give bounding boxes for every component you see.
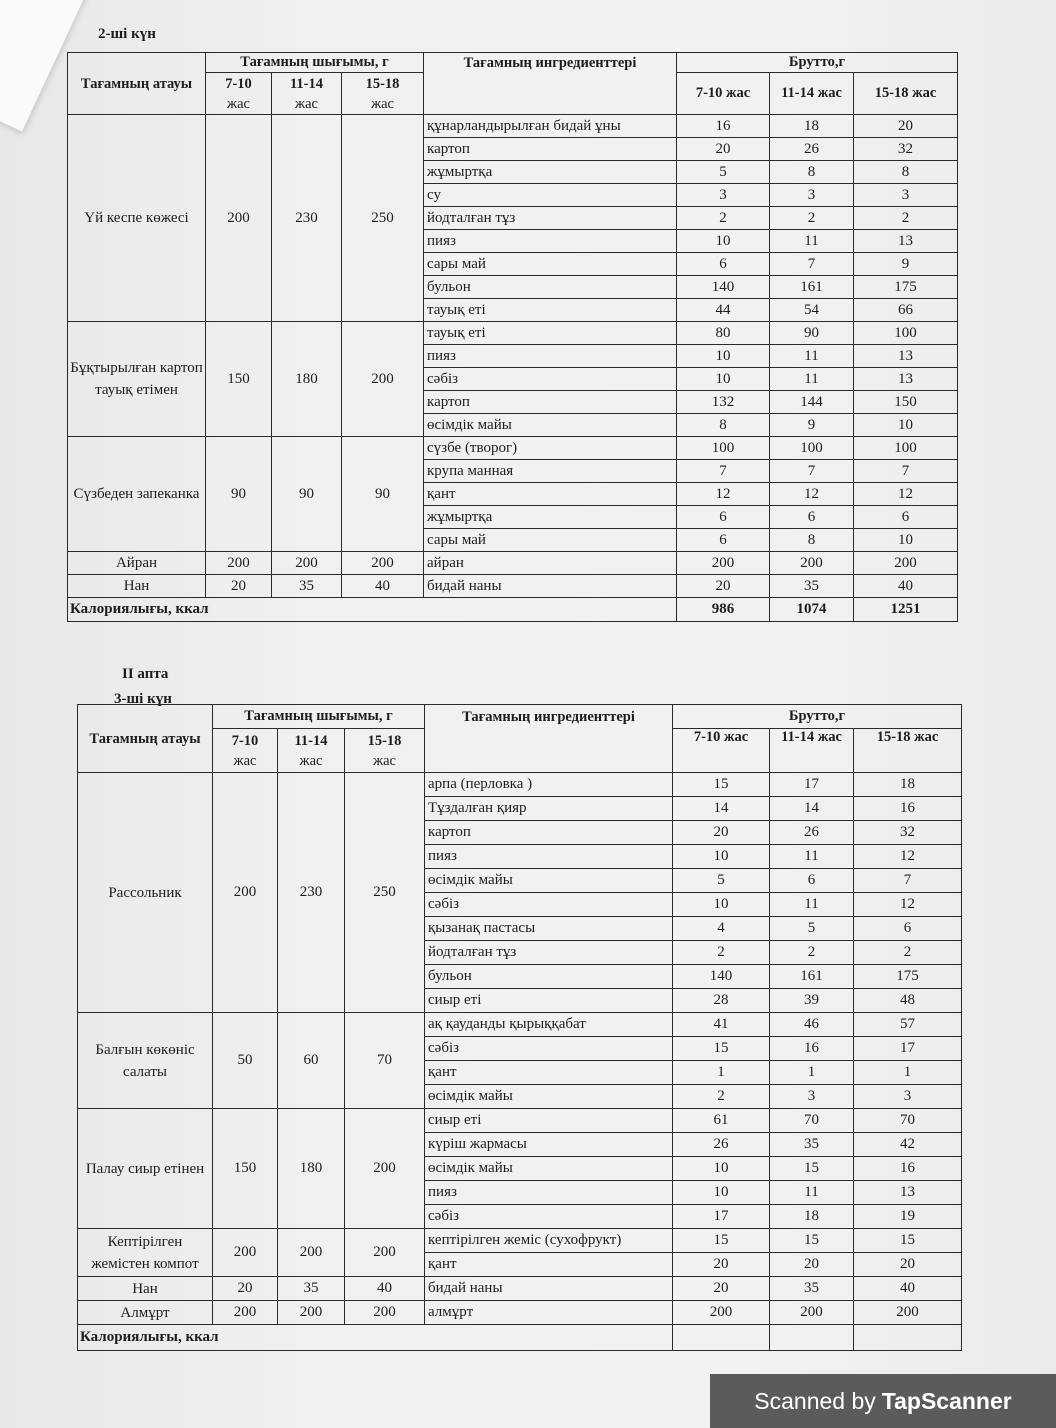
ingredient-name: сәбіз xyxy=(425,1037,673,1061)
ingredient-row xyxy=(78,1013,962,1037)
gross-weight: 100 xyxy=(677,437,770,460)
dish-name: Кептірілген жемістен компот xyxy=(78,1229,213,1277)
gross-weight: 8 xyxy=(770,529,854,552)
ingredient-name: сәбіз xyxy=(425,1205,673,1229)
gross-weight: 35 xyxy=(770,1133,854,1157)
gross-weight: 140 xyxy=(677,276,770,299)
ingredient-name: кептірілген жеміс (сухофрукт) xyxy=(425,1229,673,1253)
gross-weight: 8 xyxy=(770,161,854,184)
gross-weight: 9 xyxy=(854,253,958,276)
scanner-watermark xyxy=(710,1374,1056,1428)
dish-name: Палау сиыр етінен xyxy=(78,1109,213,1229)
gross-weight: 13 xyxy=(854,1181,962,1205)
gross-weight: 17 xyxy=(770,773,854,797)
ingredient-name: сиыр еті xyxy=(425,1109,673,1133)
gross-weight: 54 xyxy=(770,299,854,322)
header-age-yield: 15-18 жас xyxy=(345,729,425,773)
dish-yield: 200 xyxy=(345,1229,425,1277)
dish-name: Сүзбеден запеканка xyxy=(68,437,206,552)
gross-weight: 20 xyxy=(673,1253,770,1277)
gross-weight: 6 xyxy=(770,869,854,893)
header-yield: Тағамның шығымы, г xyxy=(206,53,424,73)
gross-weight: 200 xyxy=(854,552,958,575)
ingredient-row xyxy=(78,1301,962,1325)
gross-weight: 10 xyxy=(677,368,770,391)
day-label: 2-ші күн xyxy=(98,26,156,42)
ingredient-name: сиыр еті xyxy=(425,989,673,1013)
ingredient-name: картоп xyxy=(424,138,677,161)
ingredient-row xyxy=(68,575,958,598)
gross-weight: 48 xyxy=(854,989,962,1013)
scanner-brand: TapScanner xyxy=(881,1387,1012,1414)
gross-weight: 3 xyxy=(677,184,770,207)
gross-weight: 10 xyxy=(677,230,770,253)
gross-weight: 20 xyxy=(854,1253,962,1277)
gross-weight: 5 xyxy=(673,869,770,893)
ingredient-row xyxy=(78,1229,962,1253)
ingredient-name: йодталған тұз xyxy=(425,941,673,965)
gross-weight: 20 xyxy=(854,115,958,138)
dish-yield: 20 xyxy=(206,575,272,598)
gross-weight: 3 xyxy=(770,1085,854,1109)
gross-weight: 20 xyxy=(770,1253,854,1277)
gross-weight: 14 xyxy=(673,797,770,821)
gross-weight: 28 xyxy=(673,989,770,1013)
header-age-yield: 7-10 жас xyxy=(213,729,278,773)
gross-weight: 5 xyxy=(677,161,770,184)
ingredient-name: пияз xyxy=(424,230,677,253)
gross-weight: 1 xyxy=(673,1061,770,1085)
gross-weight: 12 xyxy=(677,483,770,506)
gross-weight: 16 xyxy=(854,797,962,821)
dish-yield: 200 xyxy=(345,1109,425,1229)
ingredient-name: сәбіз xyxy=(425,893,673,917)
gross-weight: 39 xyxy=(770,989,854,1013)
dish-name: Алмұрт xyxy=(78,1301,213,1325)
gross-weight: 2 xyxy=(677,207,770,230)
ingredient-row xyxy=(68,552,958,575)
gross-weight: 13 xyxy=(854,345,958,368)
gross-weight: 16 xyxy=(770,1037,854,1061)
gross-weight: 10 xyxy=(673,845,770,869)
gross-weight: 200 xyxy=(770,1301,854,1325)
dish-yield: 200 xyxy=(342,322,424,437)
gross-weight: 40 xyxy=(854,575,958,598)
header-gross: Брутто,г xyxy=(673,705,962,729)
gross-weight: 12 xyxy=(854,845,962,869)
dish-yield: 230 xyxy=(272,115,342,322)
gross-weight: 2 xyxy=(673,1085,770,1109)
gross-weight: 20 xyxy=(673,821,770,845)
gross-weight: 161 xyxy=(770,965,854,989)
header-gross: Брутто,г xyxy=(677,53,958,73)
ingredient-name: бидай наны xyxy=(424,575,677,598)
dish-yield: 90 xyxy=(342,437,424,552)
gross-weight: 150 xyxy=(854,391,958,414)
gross-weight: 175 xyxy=(854,965,962,989)
dish-name: Нан xyxy=(68,575,206,598)
dish-yield: 200 xyxy=(213,773,278,1013)
dish-yield: 35 xyxy=(272,575,342,598)
dish-yield: 90 xyxy=(272,437,342,552)
gross-weight: 100 xyxy=(770,437,854,460)
dish-yield: 230 xyxy=(278,773,345,1013)
ingredient-name: қант xyxy=(425,1061,673,1085)
calories-value: 986 xyxy=(677,598,770,622)
dish-yield: 200 xyxy=(345,1301,425,1325)
gross-weight: 11 xyxy=(770,845,854,869)
gross-weight: 175 xyxy=(854,276,958,299)
ingredient-row xyxy=(68,115,958,138)
ingredient-row xyxy=(68,437,958,460)
header-dish-name: Тағамның атауы xyxy=(78,705,213,773)
dish-yield: 50 xyxy=(213,1013,278,1109)
ingredient-name: су xyxy=(424,184,677,207)
gross-weight: 17 xyxy=(673,1205,770,1229)
scanner-prefix: Scanned by xyxy=(754,1387,876,1414)
ingredient-name: картоп xyxy=(425,821,673,845)
dish-yield: 180 xyxy=(272,322,342,437)
gross-weight: 11 xyxy=(770,345,854,368)
gross-weight: 18 xyxy=(770,115,854,138)
ingredient-name: жұмыртқа xyxy=(424,506,677,529)
gross-weight: 14 xyxy=(770,797,854,821)
gross-weight: 10 xyxy=(677,345,770,368)
dish-yield: 35 xyxy=(278,1277,345,1301)
dish-name: Балғын көкөніс салаты xyxy=(78,1013,213,1109)
menu-table-day3 xyxy=(77,704,962,1351)
gross-weight: 15 xyxy=(673,773,770,797)
ingredient-name: Тұздалған қияр xyxy=(425,797,673,821)
gross-weight: 15 xyxy=(854,1229,962,1253)
ingredient-name: айран xyxy=(424,552,677,575)
dish-name: Рассольник xyxy=(78,773,213,1013)
ingredient-name: құнарландырылған бидай ұны xyxy=(424,115,677,138)
gross-weight: 11 xyxy=(770,368,854,391)
gross-weight: 12 xyxy=(854,483,958,506)
header-dish-name: Тағамның атауы xyxy=(68,53,206,115)
gross-weight: 70 xyxy=(854,1109,962,1133)
gross-weight: 32 xyxy=(854,821,962,845)
gross-weight: 44 xyxy=(677,299,770,322)
gross-weight: 15 xyxy=(770,1157,854,1181)
dish-yield: 40 xyxy=(345,1277,425,1301)
dish-yield: 70 xyxy=(345,1013,425,1109)
gross-weight: 11 xyxy=(770,230,854,253)
gross-weight: 46 xyxy=(770,1013,854,1037)
gross-weight: 3 xyxy=(770,184,854,207)
gross-weight: 8 xyxy=(854,161,958,184)
header-age-gross: 7-10 жас xyxy=(677,73,770,115)
gross-weight: 18 xyxy=(770,1205,854,1229)
gross-weight: 6 xyxy=(854,917,962,941)
gross-weight: 6 xyxy=(677,253,770,276)
ingredient-name: сәбіз xyxy=(424,368,677,391)
dish-yield: 200 xyxy=(213,1301,278,1325)
ingredient-name: картоп xyxy=(424,391,677,414)
gross-weight: 10 xyxy=(673,1157,770,1181)
gross-weight: 7 xyxy=(854,869,962,893)
gross-weight: 12 xyxy=(854,893,962,917)
gross-weight: 7 xyxy=(677,460,770,483)
gross-weight: 13 xyxy=(854,230,958,253)
ingredient-name: арпа (перловка ) xyxy=(425,773,673,797)
gross-weight: 20 xyxy=(673,1277,770,1301)
gross-weight: 1 xyxy=(854,1061,962,1085)
gross-weight: 200 xyxy=(677,552,770,575)
gross-weight: 2 xyxy=(673,941,770,965)
dish-yield: 200 xyxy=(206,552,272,575)
gross-weight: 66 xyxy=(854,299,958,322)
ingredient-name: күріш жармасы xyxy=(425,1133,673,1157)
ingredient-name: сары май xyxy=(424,529,677,552)
ingredient-name: қант xyxy=(424,483,677,506)
gross-weight: 6 xyxy=(770,506,854,529)
dish-yield: 200 xyxy=(342,552,424,575)
ingredient-name: йодталған тұз xyxy=(424,207,677,230)
gross-weight: 13 xyxy=(854,368,958,391)
dish-name: Нан xyxy=(78,1277,213,1301)
gross-weight: 140 xyxy=(673,965,770,989)
gross-weight: 41 xyxy=(673,1013,770,1037)
header-age-gross: 15-18 жас xyxy=(854,73,958,115)
gross-weight: 2 xyxy=(854,207,958,230)
gross-weight: 35 xyxy=(770,575,854,598)
ingredient-name: өсімдік майы xyxy=(425,1157,673,1181)
gross-weight: 2 xyxy=(770,941,854,965)
gross-weight: 90 xyxy=(770,322,854,345)
header-yield: Тағамның шығымы, г xyxy=(213,705,425,729)
gross-weight: 200 xyxy=(770,552,854,575)
header-age-yield: 11-14 жас xyxy=(278,729,345,773)
header-age-yield: 11-14 жас xyxy=(272,73,342,115)
dish-name: Бұқтырылған картоп тауық етімен xyxy=(68,322,206,437)
gross-weight: 144 xyxy=(770,391,854,414)
gross-weight: 11 xyxy=(770,893,854,917)
header-age-gross: 11-14 жас xyxy=(770,729,854,773)
gross-weight: 100 xyxy=(854,437,958,460)
gross-weight: 10 xyxy=(854,414,958,437)
header-age-yield: 7-10 жас xyxy=(206,73,272,115)
dish-yield: 200 xyxy=(278,1301,345,1325)
gross-weight: 7 xyxy=(770,460,854,483)
dish-yield: 200 xyxy=(206,115,272,322)
gross-weight: 20 xyxy=(677,575,770,598)
gross-weight: 10 xyxy=(673,1181,770,1205)
gross-weight: 26 xyxy=(770,821,854,845)
gross-weight: 16 xyxy=(854,1157,962,1181)
ingredient-name: тауық еті xyxy=(424,299,677,322)
ingredient-name: сүзбе (творог) xyxy=(424,437,677,460)
gross-weight: 11 xyxy=(770,1181,854,1205)
ingredient-name: қант xyxy=(425,1253,673,1277)
dish-yield: 150 xyxy=(206,322,272,437)
gross-weight: 200 xyxy=(854,1301,962,1325)
gross-weight: 161 xyxy=(770,276,854,299)
ingredient-row xyxy=(78,1109,962,1133)
ingredient-name: пияз xyxy=(425,845,673,869)
ingredient-name: өсімдік майы xyxy=(425,1085,673,1109)
gross-weight: 57 xyxy=(854,1013,962,1037)
menu-table-day2 xyxy=(67,52,958,622)
header-ingredients: Тағамның ингредиенттері xyxy=(424,53,677,115)
gross-weight: 18 xyxy=(854,773,962,797)
ingredient-name: бульон xyxy=(425,965,673,989)
header-age-gross: 15-18 жас xyxy=(854,729,962,773)
ingredient-name: ақ қауданды қырыққабат xyxy=(425,1013,673,1037)
ingredient-row xyxy=(68,322,958,345)
ingredient-name: крупа манная xyxy=(424,460,677,483)
calories-label: Калориялығы, ккал xyxy=(78,1325,673,1351)
gross-weight: 26 xyxy=(673,1133,770,1157)
gross-weight: 6 xyxy=(854,506,958,529)
ingredient-name: өсімдік майы xyxy=(424,414,677,437)
gross-weight: 40 xyxy=(854,1277,962,1301)
gross-weight: 15 xyxy=(673,1037,770,1061)
dish-name: Айран xyxy=(68,552,206,575)
gross-weight: 6 xyxy=(677,506,770,529)
gross-weight: 200 xyxy=(673,1301,770,1325)
gross-weight: 132 xyxy=(677,391,770,414)
gross-weight: 15 xyxy=(770,1229,854,1253)
gross-weight: 20 xyxy=(677,138,770,161)
gross-weight: 10 xyxy=(854,529,958,552)
gross-weight: 7 xyxy=(770,253,854,276)
dish-yield: 200 xyxy=(213,1229,278,1277)
ingredient-row xyxy=(78,773,962,797)
ingredient-name: бидай наны xyxy=(425,1277,673,1301)
gross-weight: 5 xyxy=(770,917,854,941)
gross-weight: 19 xyxy=(854,1205,962,1229)
calories-label: Калориялығы, ккал xyxy=(68,598,677,622)
dish-yield: 200 xyxy=(272,552,342,575)
dish-yield: 200 xyxy=(278,1229,345,1277)
gross-weight: 8 xyxy=(677,414,770,437)
gross-weight: 2 xyxy=(770,207,854,230)
day-label: 3-ші күн xyxy=(114,691,172,707)
gross-weight: 32 xyxy=(854,138,958,161)
gross-weight: 7 xyxy=(854,460,958,483)
ingredient-name: тауық еті xyxy=(424,322,677,345)
ingredient-name: қызанақ пастасы xyxy=(425,917,673,941)
gross-weight: 42 xyxy=(854,1133,962,1157)
dish-yield: 40 xyxy=(342,575,424,598)
ingredient-name: пияз xyxy=(424,345,677,368)
header-age-yield: 15-18 жас xyxy=(342,73,424,115)
gross-weight: 10 xyxy=(673,893,770,917)
week-label: II апта xyxy=(122,666,169,682)
gross-weight: 15 xyxy=(673,1229,770,1253)
dish-yield: 20 xyxy=(213,1277,278,1301)
ingredient-name: бульон xyxy=(424,276,677,299)
dish-yield: 90 xyxy=(206,437,272,552)
ingredient-row xyxy=(78,1277,962,1301)
ingredient-name: сары май xyxy=(424,253,677,276)
ingredient-name: өсімдік майы xyxy=(425,869,673,893)
calories-value: 1074 xyxy=(770,598,854,622)
ingredient-name: жұмыртқа xyxy=(424,161,677,184)
dish-name: Үй кеспе көжесі xyxy=(68,115,206,322)
ingredient-name: пияз xyxy=(425,1181,673,1205)
gross-weight: 26 xyxy=(770,138,854,161)
gross-weight: 1 xyxy=(770,1061,854,1085)
dish-yield: 250 xyxy=(345,773,425,1013)
dish-yield: 250 xyxy=(342,115,424,322)
gross-weight: 6 xyxy=(677,529,770,552)
gross-weight: 2 xyxy=(854,941,962,965)
ingredient-name: алмұрт xyxy=(425,1301,673,1325)
gross-weight: 100 xyxy=(854,322,958,345)
dish-yield: 150 xyxy=(213,1109,278,1229)
gross-weight: 9 xyxy=(770,414,854,437)
header-age-gross: 7-10 жас xyxy=(673,729,770,773)
gross-weight: 17 xyxy=(854,1037,962,1061)
gross-weight: 70 xyxy=(770,1109,854,1133)
header-age-gross: 11-14 жас xyxy=(770,73,854,115)
gross-weight: 80 xyxy=(677,322,770,345)
header-ingredients: Тағамның ингредиенттері xyxy=(425,705,673,773)
gross-weight: 3 xyxy=(854,184,958,207)
gross-weight: 16 xyxy=(677,115,770,138)
calories-value: 1251 xyxy=(854,598,958,622)
gross-weight: 12 xyxy=(770,483,854,506)
gross-weight: 61 xyxy=(673,1109,770,1133)
gross-weight: 35 xyxy=(770,1277,854,1301)
dish-yield: 180 xyxy=(278,1109,345,1229)
gross-weight: 3 xyxy=(854,1085,962,1109)
dish-yield: 60 xyxy=(278,1013,345,1109)
gross-weight: 4 xyxy=(673,917,770,941)
